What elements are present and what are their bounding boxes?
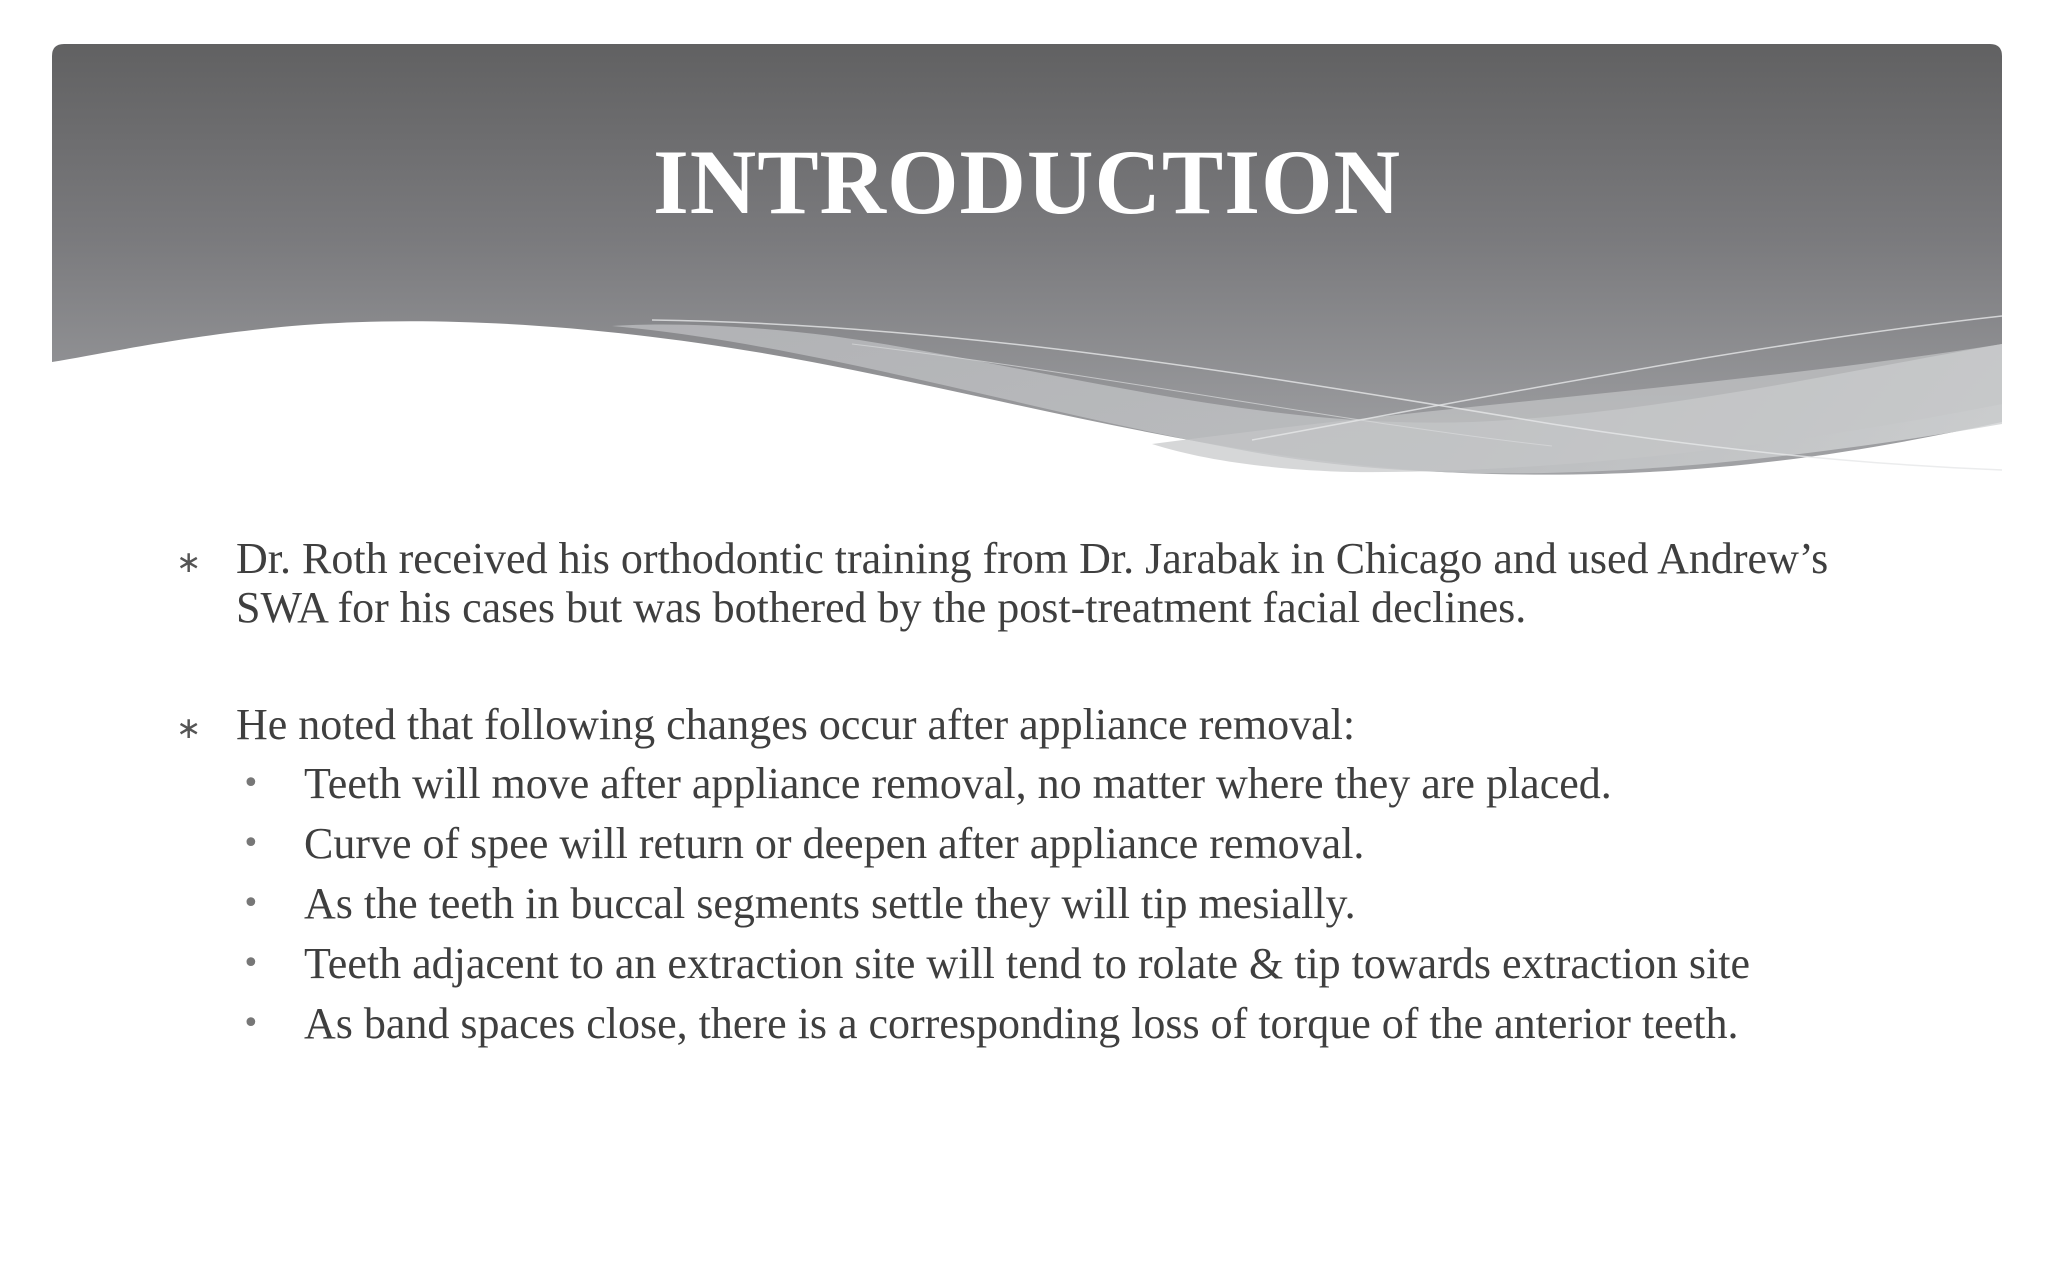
sub-bullet-text: Teeth will move after appliance removal, no matter where they are placed.: [304, 759, 1612, 808]
sub-bullet-text: Curve of spee will return or deepen after appliance removal.: [304, 819, 1365, 868]
banner-wave-graphic: [52, 44, 2002, 484]
dot-bullet-icon: •: [242, 946, 260, 981]
bullet-item: [168, 534, 1908, 632]
sub-bullet-item: [236, 879, 1908, 928]
sub-bullet-text: Teeth adjacent to an extraction site will tend to rolate & tip towards extraction site: [304, 939, 1751, 988]
slide-title: INTRODUCTION: [652, 131, 1402, 233]
dot-bullet-icon: •: [242, 1006, 260, 1041]
dot-bullet-icon: •: [242, 766, 260, 801]
sub-bullet-item: [236, 759, 1908, 808]
bullet-list: [168, 534, 1908, 1059]
asterisk-bullet-icon: ∗: [176, 545, 202, 580]
sub-bullet-item: [236, 999, 1908, 1048]
bullet-item: [168, 700, 1908, 1048]
bullet-text: Dr. Roth received his orthodontic training from Dr. Jarabak in Chicago and used Andrew’s SWA for his cases but was bothered by the post-treatment facial declines.: [236, 534, 1829, 632]
sub-bullet-text: As band spaces close, there is a corresponding loss of torque of the anterior teeth.: [304, 999, 1739, 1048]
dot-bullet-icon: •: [242, 886, 260, 921]
bullet-text: He noted that following changes occur after appliance removal:: [236, 700, 1356, 749]
dot-bullet-icon: •: [242, 826, 260, 861]
title-banner: [52, 44, 2002, 484]
sub-bullet-item: [236, 939, 1908, 988]
sub-bullet-list: [236, 759, 1908, 1048]
asterisk-bullet-icon: ∗: [176, 711, 202, 746]
sub-bullet-item: [236, 819, 1908, 868]
sub-bullet-text: As the teeth in buccal segments settle they will tip mesially.: [304, 879, 1356, 928]
